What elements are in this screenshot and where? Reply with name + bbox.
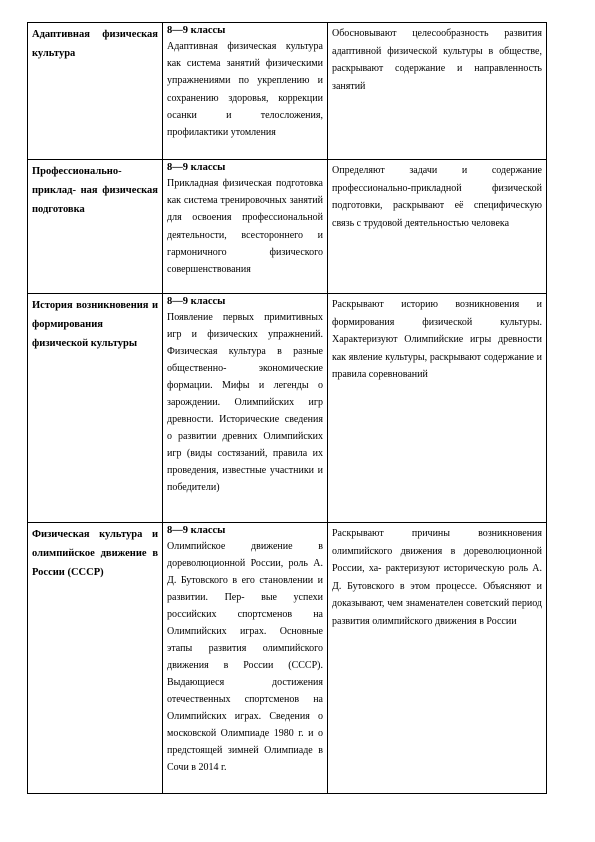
content-text: Появление первых примитивных игр и физических упражнений. Физическая культура в разные общественно- экономические формации. Мифы и легенды о зарождении. Олимпийских игр древности. Исторические сведения о развитии древних Олимпийских игр (виды состязаний, правила их проведения, известные участники и победители) (167, 312, 323, 493)
content-text: Олимпийское движение в дореволюционной России, роль А. Д. Бутовского в его становлении и развитии. Пер- вые успехи российских спортсменов на Олимпийских играх. Основные этапы развития олимпийского движения в России (СССР). Выдающиеся достижения отечественных спортсменов на Олимпийских играх. Сведения о московской Олимпиаде 1980 г. и о предстоящей зимней Олимпиаде в Сочи в 2014 г. (167, 541, 323, 773)
grade-label: 8—9 классы (167, 525, 226, 536)
grade-label: 8—9 классы (167, 296, 226, 307)
content-cell (163, 523, 328, 794)
activity-cell (328, 160, 547, 294)
topic-title: Физическая культура и олимпийское движение в России (СССР) (32, 529, 158, 578)
activity-cell (328, 523, 547, 794)
activity-cell (328, 23, 547, 160)
content-cell (163, 23, 328, 160)
topic-cell (28, 523, 163, 794)
table-row (28, 160, 547, 294)
content-cell (163, 160, 328, 294)
topic-title: История возникновения и формирования физической культуры (32, 300, 158, 349)
content-cell (163, 294, 328, 523)
activity-cell (328, 294, 547, 523)
table-row (28, 523, 547, 794)
topic-cell (28, 23, 163, 160)
content-text: Адаптивная физическая культура как система занятий физическими упражнениями по укреплению и сохранению здоровья, коррекции осанки и телосложения, профилактики утомления (167, 41, 323, 139)
topic-cell (28, 160, 163, 294)
topic-title: Профессионально-приклад- ная физическая подготовка (32, 166, 158, 215)
activity-text: Раскрывают историю возникновения и формирования физической культуры. Характеризуют Олимпийские игры древности как явление культуры, раскрывают содержание и правила соревнований (332, 299, 542, 381)
curriculum-table (27, 22, 547, 794)
topic-cell (28, 294, 163, 523)
content-text: Прикладная физическая подготовка как система тренировочных занятий для освоения профессиональной деятельности, всестороннего и гармоничного физического совершенствования (167, 178, 323, 276)
topic-title: Адаптивная физическая культура (32, 29, 158, 59)
grade-label: 8—9 классы (167, 25, 226, 36)
table-row (28, 23, 547, 160)
activity-text: Раскрывают причины возникновения олимпийского движения в дореволюционной России, ха- рактеризуют историческую роль А. Д. Бутовского в этом процессе. Объясняют и доказывают, чем знаменателен советский период развития олимпийского движения в России (332, 528, 542, 627)
grade-label: 8—9 классы (167, 162, 226, 173)
table-row (28, 294, 547, 523)
activity-text: Обосновывают целесообразность развития адаптивной физической культуры в обществе, раскрывают содержание и направленность занятий (332, 28, 542, 92)
activity-text: Определяют задачи и содержание профессионально-прикладной физической подготовки, раскрывают её специфическую связь с трудовой деятельностью человека (332, 165, 542, 229)
